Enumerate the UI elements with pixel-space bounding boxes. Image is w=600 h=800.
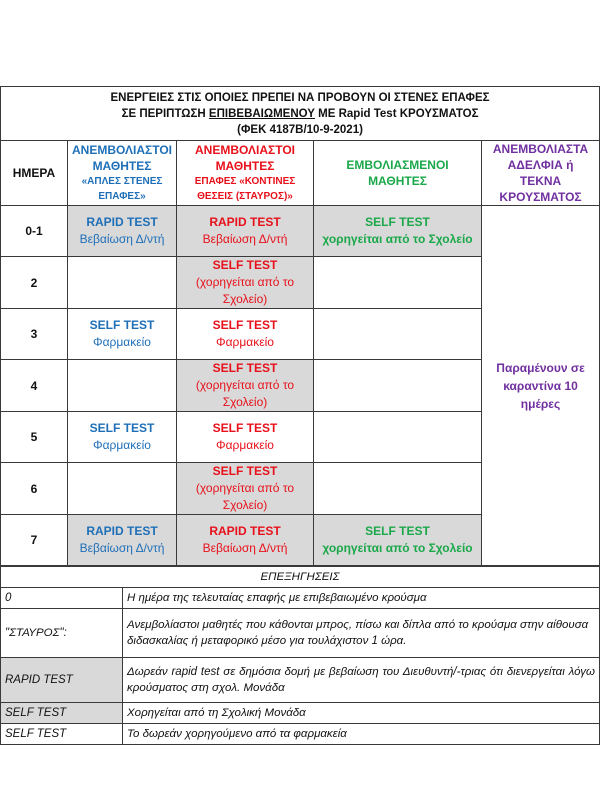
test-note: Φαρμακείο	[216, 335, 274, 349]
title-line-3: (ΦΕΚ 4187Β/10-9-2021)	[237, 124, 363, 136]
day-cell: 3	[1, 309, 68, 360]
test-note: Βεβαίωση Δ/ντή	[79, 232, 165, 246]
header-vax	[314, 141, 482, 206]
explanation-text: Χορηγείται από τη Σχολική Μονάδα	[123, 703, 600, 724]
test-note: Φαρμακείο	[216, 438, 274, 452]
unvax-close-cell	[177, 412, 314, 463]
test-type: RAPID TEST	[209, 215, 281, 229]
test-type: SELF TEST	[212, 318, 278, 332]
test-type: SELF TEST	[89, 421, 155, 435]
day-cell: 5	[1, 412, 68, 463]
unvax-simple-cell	[68, 463, 177, 515]
schedule-table	[0, 86, 600, 566]
unvax-simple-cell	[68, 309, 177, 360]
test-note: (χορηγείται από το Σχολείο)	[195, 481, 295, 512]
explanation-term: SELF TEST	[1, 724, 123, 745]
unvax-close-cell	[177, 309, 314, 360]
test-note: Φαρμακείο	[93, 335, 151, 349]
explanation-row	[1, 588, 600, 609]
vax-cell	[314, 463, 482, 515]
day-cell: 6	[1, 463, 68, 515]
explanation-term: SELF TEST	[1, 703, 123, 724]
header-day: ΗΜΕΡΑ	[1, 141, 68, 206]
vax-cell	[314, 206, 482, 257]
unvax-close-cell	[177, 463, 314, 515]
test-type: SELF TEST	[365, 524, 430, 538]
test-note: Βεβαίωση Δ/ντή	[202, 232, 288, 246]
unvax-close-cell	[177, 360, 314, 412]
test-note: (χορηγείται από το Σχολείο)	[195, 275, 295, 306]
header-vax-title: ΕΜΒΟΛΙΑΣΜΕΝΟΙ ΜΑΘΗΤΕΣ	[346, 158, 449, 188]
test-type: RAPID TEST	[86, 215, 158, 229]
explanation-term: 0	[1, 588, 123, 609]
explanation-text: Το δωρεάν χορηγούμενο από τα φαρμακεία	[123, 724, 600, 745]
header-unvax-close	[177, 141, 314, 206]
explanations-heading: ΕΠΕΞΗΓΗΣΕΙΣ	[1, 567, 600, 588]
header-unvax-simple-title: ΑΝΕΜΒΟΛΙΑΣΤΟΙ ΜΑΘΗΤΕΣ	[72, 143, 172, 173]
test-note: Φαρμακείο	[93, 438, 151, 452]
explanation-row	[1, 609, 600, 658]
unvax-simple-cell	[68, 206, 177, 257]
test-type: SELF TEST	[365, 215, 430, 229]
unvax-simple-cell	[68, 515, 177, 566]
header-siblings	[482, 141, 600, 206]
explanation-row	[1, 658, 600, 703]
explanation-term: "ΣΤΑΥΡΟΣ":	[1, 609, 123, 658]
header-siblings-title: ΑΝΕΜΒΟΛΙΑΣΤΑ ΑΔΕΛΦΙΑ ή ΤΕΚΝΑ ΚΡΟΥΣΜΑΤΟΣ	[492, 142, 589, 204]
unvax-simple-cell	[68, 412, 177, 463]
test-note: χορηγείται από το Σχολείο	[322, 232, 473, 246]
unvax-close-cell	[177, 257, 314, 309]
unvax-close-cell	[177, 515, 314, 566]
vax-cell	[314, 515, 482, 566]
test-type: RAPID TEST	[86, 524, 158, 538]
day-cell: 4	[1, 360, 68, 412]
title-line-2	[1, 106, 599, 122]
unvax-simple-cell	[68, 360, 177, 412]
explanation-row	[1, 724, 600, 745]
title-line-2-underlined: ΕΠΙΒΕΒΑΙΩΜΕΝΟΥ	[208, 108, 315, 120]
test-type: SELF TEST	[212, 361, 278, 375]
vax-cell	[314, 309, 482, 360]
unvax-close-cell	[177, 206, 314, 257]
unvax-simple-cell	[68, 257, 177, 309]
table-row	[1, 206, 600, 257]
test-type: SELF TEST	[212, 258, 278, 272]
explanation-text: Η ημέρα της τελευταίας επαφής με επιβεβαιωμένο κρούσμα	[123, 588, 600, 609]
explanation-text: Ανεμβολίαστοι μαθητές που κάθονται μπρος, πίσω και δίπλα από το κρούσμα στην αίθουσα διδασκαλίας ή μεταφορικό μέσο για τουλάχιστον 1 ώρα.	[123, 609, 600, 658]
test-type: RAPID TEST	[209, 524, 281, 538]
explanation-term: RAPID TEST	[1, 658, 123, 703]
header-unvax-close-sub: ΕΠΑΦΕΣ «ΚΟΝΤΙΝΕΣ ΘΕΣΕΙΣ (ΣΤΑΥΡΟΣ)»	[194, 176, 296, 202]
test-note: Βεβαίωση Δ/ντή	[202, 541, 288, 555]
title-row	[1, 87, 600, 141]
document-title	[1, 87, 600, 141]
day-cell: 2	[1, 257, 68, 309]
title-line-2-suffix: ΜΕ Rapid Test ΚΡΟΥΣΜΑΤΟΣ	[314, 108, 479, 120]
test-type: SELF TEST	[89, 318, 155, 332]
siblings-quarantine-cell: Παραμένουν σε καραντίνα 10 ημέρες	[482, 206, 600, 566]
header-unvax-simple-sub: «ΑΠΛΕΣ ΣΤΕΝΕΣ ΕΠΑΦΕΣ»	[81, 176, 163, 202]
explanation-row	[1, 703, 600, 724]
test-type: SELF TEST	[212, 421, 278, 435]
vax-cell	[314, 257, 482, 309]
title-line-2-prefix: ΣΕ ΠΕΡΙΠΤΩΣΗ	[121, 108, 209, 120]
header-unvax-close-title: ΑΝΕΜΒΟΛΙΑΣΤΟΙ ΜΑΘΗΤΕΣ	[195, 143, 295, 173]
vax-cell	[314, 360, 482, 412]
explanation-text: Δωρεάν rapid test σε δημόσια δομή με βεβαίωση του Διευθυντή/-τριας ότι διενεργείται λόγω κρούσματος στη σχολ. Μονάδα	[123, 658, 600, 703]
day-cell: 7	[1, 515, 68, 566]
test-type: SELF TEST	[212, 464, 278, 478]
explanations-table	[0, 566, 600, 745]
test-note: (χορηγείται από το Σχολείο)	[195, 378, 295, 409]
header-row	[1, 141, 600, 206]
title-line-1: ΕΝΕΡΓΕΙΕΣ ΣΤΙΣ ΟΠΟΙΕΣ ΠΡΕΠΕΙ ΝΑ ΠΡΟΒΟΥΝ ΟΙ ΣΤΕΝΕΣ ΕΠΑΦΕΣ	[110, 92, 490, 104]
header-unvax-simple	[68, 141, 177, 206]
explanations-heading-row	[1, 567, 600, 588]
day-cell: 0-1	[1, 206, 68, 257]
test-note: χορηγείται από το Σχολείο	[322, 541, 473, 555]
test-note: Βεβαίωση Δ/ντή	[79, 541, 165, 555]
document	[0, 86, 599, 745]
vax-cell	[314, 412, 482, 463]
